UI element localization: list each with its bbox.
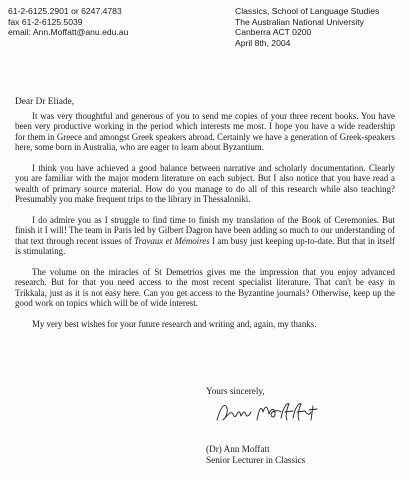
paragraph-5: My very best wishes for your future research and writing and, again, my thanks. [32,319,317,330]
email-address: email: Ann.Moffatt@anu.edu.au [8,27,129,38]
sender-address-block [235,6,379,48]
letter-date: April 8th, 2004 [235,37,291,48]
paragraph-3-text-a: I do admire you as I struggle to find time to finish my translation of the Book of Ceremonies. But finish it I will! The team in Paris led by Gilbert Dagron have been adding so much to our understanding of that text through recent issues of [15,215,395,246]
signer-title: Senior Lecturer in Classics [206,454,306,465]
paragraph-3-text-b: I am busy just keeping up-to-date. But that in itself is stimulating. [15,235,395,257]
closing: Yours sincerely, [206,386,265,396]
signer-block [206,444,305,465]
paragraph-2: I think you have achieved a good balance between narrative and scholarly documentation. Clearly you are familiar with the major modern literature on each subject. But I also notice that you have read a wealth of primary source material. How do you manage to do all of this research while also teaching? Presumably you make frequent trips to the library in Thessaloniki. [15,163,395,205]
sender-contact-block [8,6,128,38]
address-city: Canberra ACT 0200 [235,27,312,38]
letter-body [15,111,395,340]
address-university: The Australian National University [235,16,364,27]
signer-name: (Dr) Ann Moffatt [206,444,270,454]
salutation: Dear Dr Eliade, [15,97,75,107]
paragraph-1: It was very thoughtful and generous of you to send me copies of your three recent books. You have been very productive working in the period which interests me most. I hope you have a wide readership for them in Greece and amongst Greek speakers abroad. Certainly we have a generation of Greek-speakers here, some born in Australia, who are eager to learn about Byzantium. [15,111,395,153]
paragraph-4: The volume on the miracles of St Demetrios gives me the impression that you enjoy advanced research. But for that you need access to the most recent specialist literature. That can't be easy in Trikkala, just as it is not easy here. Can you get access to the Byzantine journals? Otherwise, keep up the good work on topics which will be of wide interest. [15,267,395,309]
journal-title: Travaux et Mémoires [134,235,210,246]
fax-number: fax 61-2-6125.5039 [8,16,83,27]
phone-number: 61-2-6125.2901 or 6247.4783 [8,6,122,16]
paragraph-3 [15,215,395,257]
handwritten-signature [213,398,323,428]
address-department: Classics, School of Language Studies [235,6,380,16]
